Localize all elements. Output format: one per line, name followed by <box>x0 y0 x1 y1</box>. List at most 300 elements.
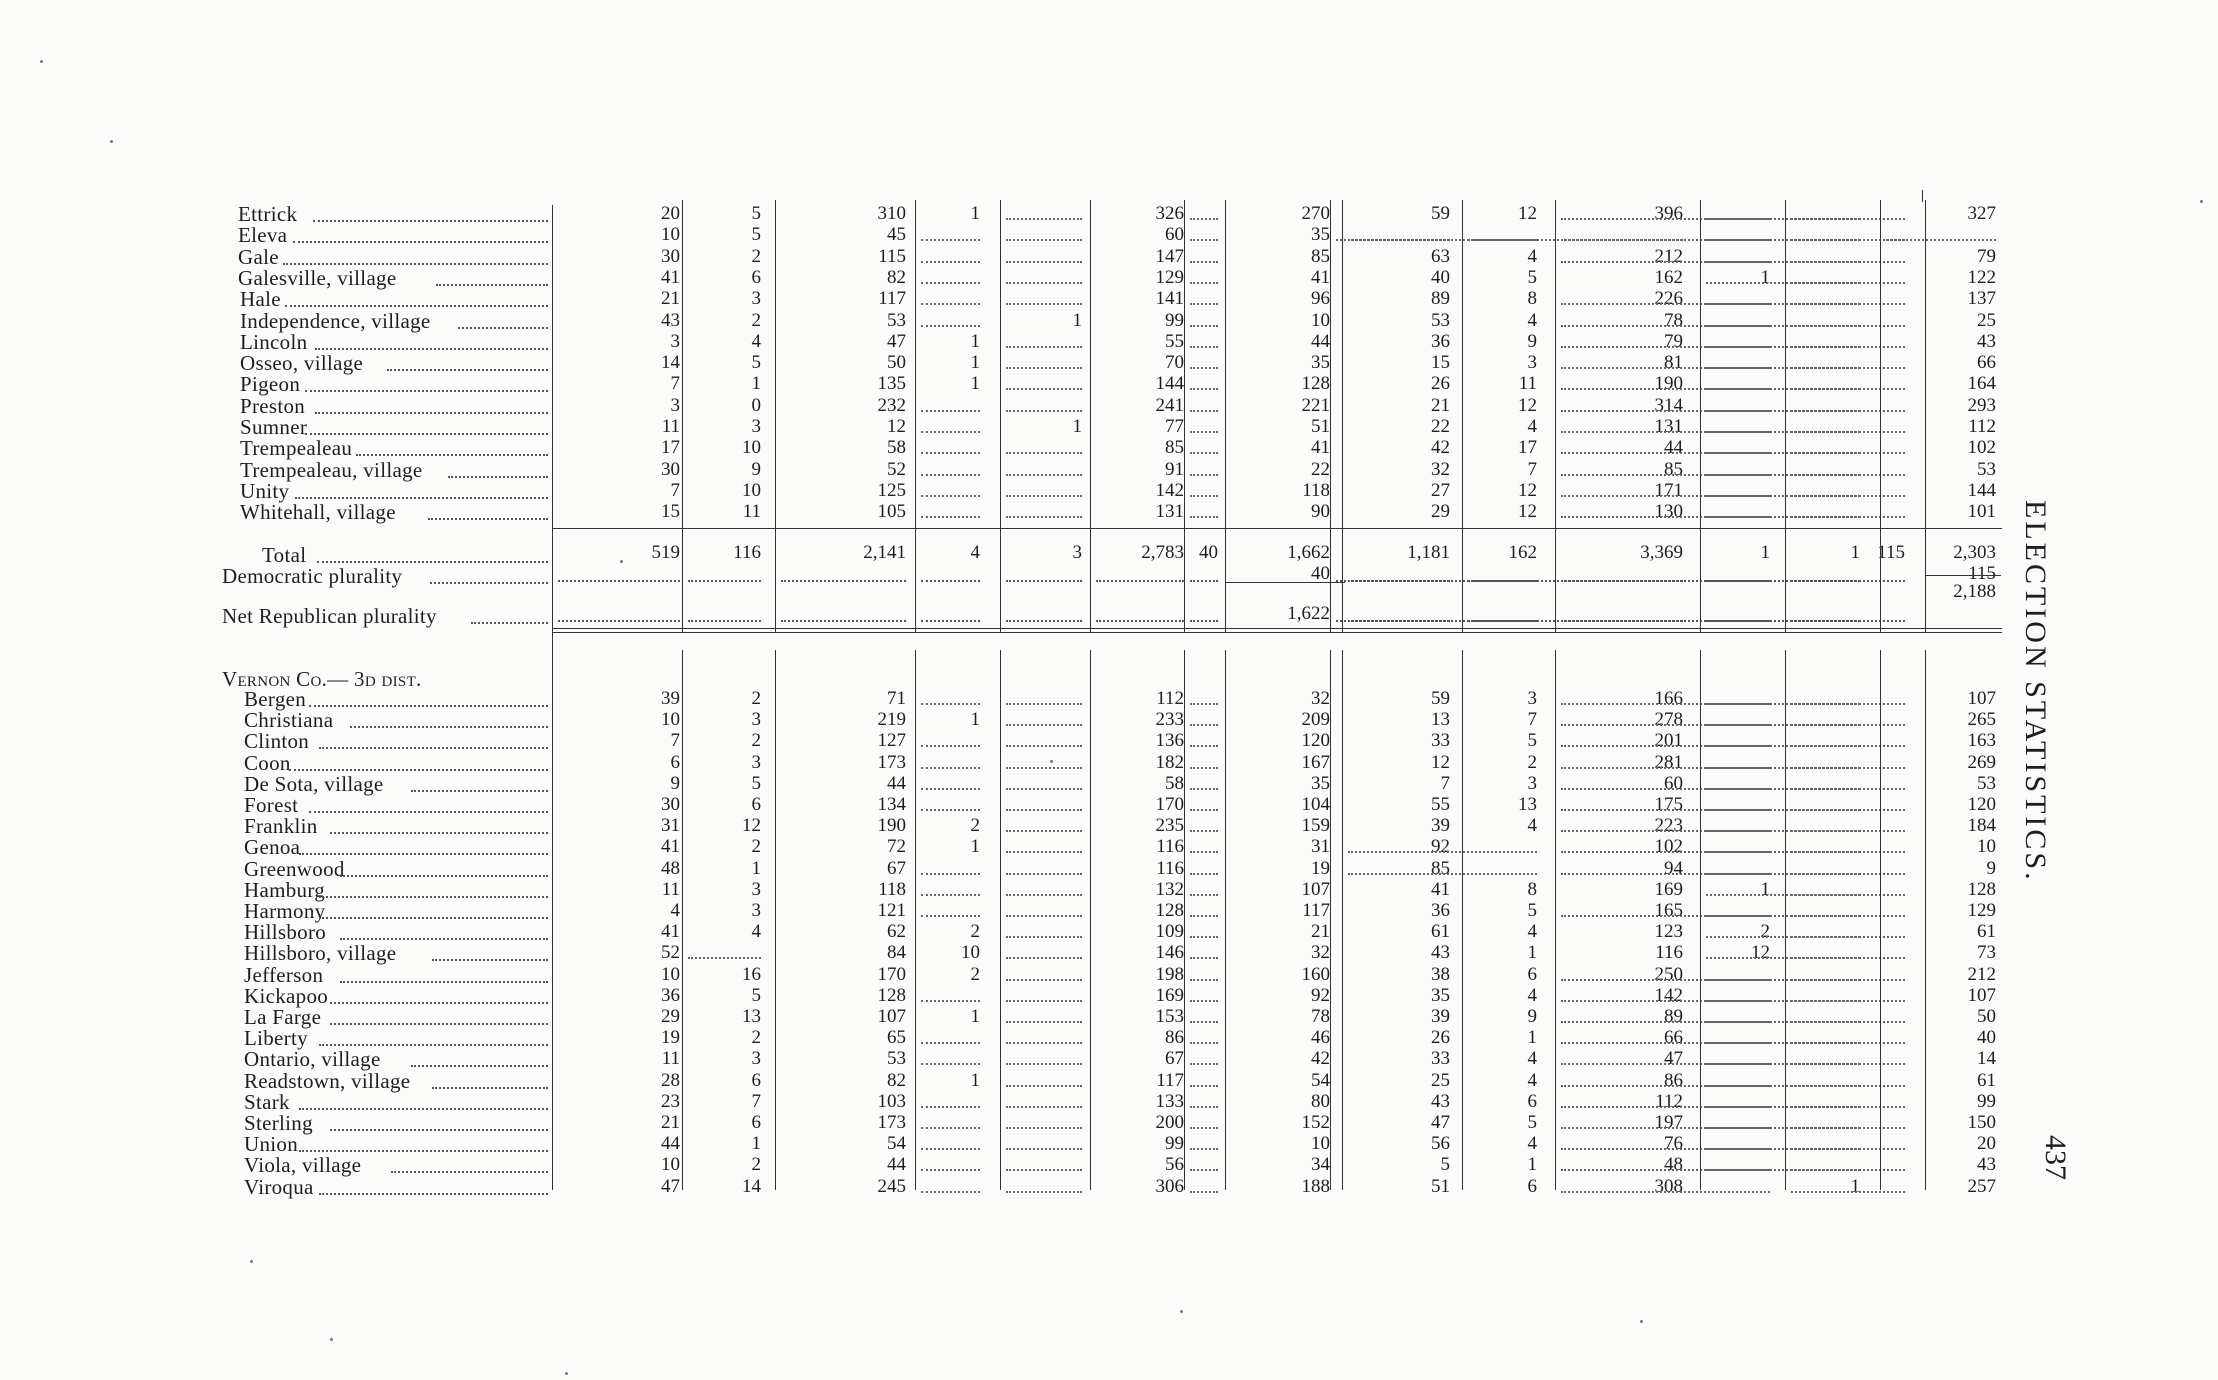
table-cell: 40 <box>1977 1027 1996 1049</box>
table-cell: 54 <box>887 1133 906 1155</box>
table-cell: 56 <box>1431 1133 1450 1155</box>
table-cell: 142 <box>1155 479 1184 501</box>
table-cell <box>1190 985 1218 1002</box>
table-cell: 146 <box>1155 942 1184 964</box>
table-cell: 13 <box>1518 794 1537 815</box>
table-cell <box>1006 773 1082 790</box>
table-cell: 39 <box>1431 815 1450 837</box>
table-cell: 90 <box>1311 501 1330 523</box>
table-cell: 2 <box>751 245 761 267</box>
table-cell: 1 <box>1527 1154 1537 1176</box>
table-cell: 1 <box>751 373 761 395</box>
table-cell <box>1006 688 1082 705</box>
table-cell: 153 <box>1155 1006 1184 1027</box>
table-cell: 5 <box>1527 266 1537 288</box>
table-cell <box>1006 964 1082 981</box>
table-cell <box>1190 730 1218 747</box>
table-cell <box>1791 1133 1905 1150</box>
table-cell <box>1190 752 1218 769</box>
dot-leader <box>436 284 548 286</box>
table-cell <box>1190 794 1218 811</box>
table-cell <box>1791 1091 1905 1108</box>
table-cell: 121 <box>877 900 906 921</box>
table-cell <box>1006 1154 1082 1171</box>
table-cell: 10 <box>1977 836 1996 858</box>
table-cell: 144 <box>1967 479 1996 501</box>
dot-leader <box>387 369 548 371</box>
table-cell: 137 <box>1967 288 1996 310</box>
table-cell <box>1791 459 1905 476</box>
table-cell: 41 <box>1431 878 1450 900</box>
dot-leader <box>350 726 548 728</box>
column-rule <box>1700 200 1701 632</box>
table-cell: 28 <box>661 1069 680 1091</box>
print-speck <box>1180 1310 1183 1313</box>
row-label: Unity <box>240 478 290 503</box>
table-cell: 1,662 <box>1287 542 1330 563</box>
table-cell <box>1791 709 1905 726</box>
dot-leader <box>283 263 548 265</box>
table-cell <box>1791 288 1905 305</box>
table-cell: 293 <box>1967 394 1996 416</box>
table-cell: 23 <box>661 1090 680 1112</box>
table-cell: 4 <box>1527 416 1537 437</box>
table-cell: 1 <box>1760 542 1770 563</box>
table-cell: 9 <box>1527 1006 1537 1027</box>
table-cell: 33 <box>1431 1048 1450 1070</box>
column-rule <box>682 650 683 1190</box>
column-rule <box>1225 650 1226 1190</box>
print-speck <box>1640 1320 1643 1323</box>
table-cell: 1 <box>1527 942 1537 964</box>
table-cell <box>1791 331 1905 348</box>
dot-leader <box>430 582 548 584</box>
column-rule <box>1225 200 1226 632</box>
table-cell: 198 <box>1155 963 1184 985</box>
table-cell <box>1006 730 1082 747</box>
table-cell: 43 <box>1977 330 1996 352</box>
table-cell: 6 <box>1527 1175 1537 1197</box>
table-cell: 10 <box>961 942 980 964</box>
table-cell: 35 <box>1311 352 1330 374</box>
dot-leader <box>305 390 548 392</box>
table-cell: 85 <box>1165 437 1184 459</box>
dot-leader <box>340 981 548 983</box>
table-cell: 92 <box>1311 984 1330 1006</box>
row-label: Eleva <box>238 223 288 248</box>
table-cell: 55 <box>1165 330 1184 352</box>
table-cell <box>921 1133 980 1150</box>
table-cell: 84 <box>887 942 906 964</box>
table-cell: 0 <box>751 394 761 416</box>
table-cell: 270 <box>1301 203 1330 224</box>
table-cell <box>1190 964 1218 981</box>
table-cell: 212 <box>1654 245 1683 267</box>
table-cell: 22 <box>1311 458 1330 480</box>
table-cell: 61 <box>1431 921 1450 943</box>
table-cell: 73 <box>1977 942 1996 964</box>
table-cell: 48 <box>661 857 680 879</box>
table-cell <box>1006 752 1082 769</box>
table-cell <box>1791 815 1905 832</box>
table-cell <box>1190 288 1218 305</box>
table-cell: 48 <box>1664 1154 1683 1176</box>
table-cell: 99 <box>1165 309 1184 331</box>
table-cell <box>1190 459 1218 476</box>
table-cell: 250 <box>1654 963 1683 985</box>
table-cell <box>1006 395 1082 412</box>
row-label: Greenwood <box>244 856 345 881</box>
table-cell: 3 <box>751 416 761 437</box>
table-cell: 82 <box>887 1069 906 1091</box>
dot-leader <box>317 561 548 563</box>
table-cell: 2 <box>751 309 761 331</box>
column-rule <box>1925 200 1926 632</box>
table-cell: 21 <box>661 288 680 310</box>
table-cell <box>1006 437 1082 454</box>
table-cell: 53 <box>1431 309 1450 331</box>
table-cell: 44 <box>1664 437 1683 459</box>
table-cell: 116 <box>733 542 761 563</box>
table-cell: 61 <box>1977 921 1996 943</box>
table-cell <box>921 480 980 497</box>
table-cell: 43 <box>1431 1090 1450 1112</box>
table-cell: 8 <box>1527 288 1537 310</box>
table-cell: 59 <box>1431 688 1450 709</box>
table-cell <box>1006 1133 1082 1150</box>
row-label: Gale <box>238 244 279 269</box>
table-cell <box>1006 1091 1082 1108</box>
table-cell: 14 <box>1977 1048 1996 1070</box>
print-speck <box>250 1260 253 1263</box>
table-cell: 3 <box>751 709 761 731</box>
table-cell: 41 <box>661 266 680 288</box>
print-speck <box>565 1372 568 1375</box>
dot-leader <box>295 497 548 499</box>
table-cell: 5 <box>751 772 761 794</box>
table-cell <box>1006 1176 1082 1193</box>
column-rule <box>1555 200 1556 632</box>
table-cell <box>1006 331 1082 348</box>
table-cell: 7 <box>670 479 680 501</box>
table-cell: 226 <box>1654 288 1683 310</box>
table-cell: 10 <box>661 963 680 985</box>
table-cell: 99 <box>1165 1133 1184 1155</box>
table-cell: 38 <box>1431 963 1450 985</box>
table-cell: 41 <box>661 921 680 943</box>
table-cell: 164 <box>1967 373 1996 395</box>
row-label: Pigeon <box>240 372 301 397</box>
table-cell: 4 <box>970 542 980 563</box>
table-cell: 70 <box>1165 352 1184 374</box>
table-cell: 11 <box>1518 373 1537 395</box>
table-cell: 42 <box>1311 1048 1330 1070</box>
table-cell: 200 <box>1155 1112 1184 1133</box>
table-cell: 162 <box>1508 542 1537 563</box>
table-cell <box>1791 1112 1905 1129</box>
table-cell: 61 <box>1977 1069 1996 1091</box>
empty-cell <box>558 620 680 622</box>
table-cell: 326 <box>1155 203 1184 224</box>
table-cell: 47 <box>1431 1112 1450 1133</box>
dot-leader <box>330 1129 548 1131</box>
dot-leader <box>299 1150 548 1152</box>
table-cell: 10 <box>1311 309 1330 331</box>
table-cell: 118 <box>878 878 906 900</box>
table-cell: 4 <box>1527 815 1537 837</box>
table-cell <box>1006 203 1082 220</box>
table-cell: 17 <box>1518 437 1537 459</box>
table-cell: 3 <box>1527 688 1537 709</box>
table-cell: 2 <box>970 815 980 837</box>
row-label: Ettrick <box>238 202 298 226</box>
dot-leader <box>319 747 548 749</box>
table-cell: 51 <box>1311 416 1330 437</box>
table-cell: 5 <box>1440 1154 1450 1176</box>
table-cell <box>1791 858 1905 875</box>
table-cell <box>1791 267 1905 284</box>
table-cell: 11 <box>661 416 680 437</box>
table-cell: 4 <box>1527 1048 1537 1070</box>
table-cell <box>921 1154 980 1171</box>
empty-cell <box>688 620 761 622</box>
column-rule <box>1090 650 1091 1190</box>
table-cell: 1 <box>751 1133 761 1155</box>
table-cell <box>921 985 980 1002</box>
empty-cell <box>688 580 761 582</box>
row-label: Osseo, village <box>240 351 364 376</box>
table-cell <box>921 267 980 284</box>
empty-cell <box>1190 580 1218 582</box>
table-cell: 12 <box>1431 751 1450 773</box>
table-cell: 3 <box>1527 772 1537 794</box>
table-cell: 102 <box>1654 836 1683 858</box>
row-label: Christiana <box>244 708 334 733</box>
table-cell: 12 <box>1518 203 1537 224</box>
table-cell <box>921 858 980 875</box>
table-cell: 232 <box>877 394 906 416</box>
row-label: Genoa <box>244 835 301 860</box>
table-cell: 117 <box>1302 900 1330 921</box>
table-cell: 85 <box>1431 857 1450 879</box>
table-cell: 4 <box>1527 245 1537 267</box>
table-cell: 2,783 <box>1141 542 1184 563</box>
table-cell: 12 <box>887 416 906 437</box>
table-cell <box>1006 836 1082 853</box>
table-cell: 71 <box>887 688 906 709</box>
table-cell: 152 <box>1301 1112 1330 1133</box>
table-cell <box>921 1112 980 1129</box>
table-cell: 1 <box>970 330 980 352</box>
table-cell <box>1006 459 1082 476</box>
table-cell: 92 <box>1431 836 1450 858</box>
table-cell: 30 <box>661 794 680 815</box>
table-cell: 116 <box>1655 942 1683 964</box>
table-cell <box>1791 501 1905 518</box>
table-cell: 396 <box>1654 203 1683 224</box>
table-cell: 6 <box>751 1112 761 1133</box>
empty-cell <box>1791 620 1905 622</box>
table-cell: 1 <box>1072 309 1082 331</box>
table-cell <box>921 246 980 263</box>
table-cell: 6 <box>751 266 761 288</box>
table-cell: 1 <box>1527 1027 1537 1049</box>
table-cell: 257 <box>1967 1175 1996 1197</box>
dot-leader <box>471 622 548 624</box>
table-cell: 3 <box>670 394 680 416</box>
table-cell: 81 <box>1664 352 1683 374</box>
table-cell <box>1190 688 1218 705</box>
table-cell: 35 <box>1311 772 1330 794</box>
dot-leader <box>293 241 548 243</box>
table-cell: 9 <box>1986 857 1996 879</box>
table-cell: 6 <box>751 1069 761 1091</box>
table-cell: 85 <box>1664 458 1683 480</box>
running-head: ELECTION STATISTICS. <box>2019 500 2052 883</box>
table-cell <box>921 1176 980 1193</box>
row-label: Readstown, village <box>244 1068 411 1093</box>
table-cell: 127 <box>877 730 906 752</box>
empty-cell <box>781 620 906 622</box>
table-cell: 53 <box>887 309 906 331</box>
table-cell: 7 <box>1527 709 1537 731</box>
table-cell <box>1006 1027 1082 1044</box>
table-cell: 1,181 <box>1407 542 1450 563</box>
column-rule <box>1785 200 1786 632</box>
table-cell <box>1190 1006 1218 1023</box>
row-label: Trempealeau, village <box>240 457 423 482</box>
dot-leader <box>428 518 548 520</box>
table-cell <box>921 288 980 305</box>
dot-leader <box>319 917 548 919</box>
table-cell: 21 <box>1431 394 1450 416</box>
table-cell <box>1190 501 1218 518</box>
column-rule <box>915 200 916 632</box>
table-cell: 86 <box>1664 1069 1683 1091</box>
column-rule <box>915 650 916 1190</box>
table-cell: 52 <box>887 458 906 480</box>
table-cell: 22 <box>1431 416 1450 437</box>
table-cell: 1 <box>751 857 761 879</box>
table-cell: 1 <box>970 1006 980 1027</box>
dot-leader <box>340 875 548 877</box>
table-cell: 4 <box>1527 984 1537 1006</box>
table-cell: 2,303 <box>1953 542 1996 563</box>
row-label: Liberty <box>244 1026 308 1051</box>
table-cell: 36 <box>1431 330 1450 352</box>
table-cell: 5 <box>751 984 761 1006</box>
table-cell: 41 <box>1311 437 1330 459</box>
row-label: Ontario, village <box>244 1047 381 1072</box>
row-label: Coon <box>244 750 291 775</box>
table-cell: 245 <box>877 1175 906 1197</box>
table-cell <box>1006 1112 1082 1129</box>
table-cell <box>1791 1048 1905 1065</box>
table-cell: 10 <box>742 479 761 501</box>
table-cell: 9 <box>670 772 680 794</box>
table-cell: 12 <box>1518 479 1537 501</box>
table-cell: 223 <box>1654 815 1683 837</box>
table-cell: 4 <box>670 900 680 921</box>
table-cell: 166 <box>1654 688 1683 709</box>
dot-leader <box>299 1108 548 1110</box>
table-cell: 72 <box>887 836 906 858</box>
column-rule <box>1330 200 1331 632</box>
table-cell: 7 <box>1527 458 1537 480</box>
table-cell: 314 <box>1654 394 1683 416</box>
table-cell <box>1190 480 1218 497</box>
column-rule <box>1330 650 1331 1190</box>
table-cell: 112 <box>1655 1090 1683 1112</box>
table-cell <box>1190 1027 1218 1044</box>
table-cell: 39 <box>1431 1006 1450 1027</box>
dot-leader <box>432 959 548 961</box>
table-cell: 53 <box>887 1048 906 1070</box>
table-cell: 182 <box>1155 751 1184 773</box>
table-cell: 212 <box>1967 963 1996 985</box>
table-cell: 128 <box>1301 373 1330 395</box>
table-cell <box>1006 246 1082 263</box>
table-cell <box>1190 1176 1218 1193</box>
dot-leader <box>315 348 548 350</box>
table-cell: 54 <box>1311 1069 1330 1091</box>
dot-leader <box>356 454 548 456</box>
column-rule <box>682 200 683 632</box>
dot-leader <box>340 938 548 940</box>
table-cell <box>1791 964 1905 981</box>
table-cell: 173 <box>877 751 906 773</box>
table-cell <box>1006 352 1082 369</box>
table-cell: 4 <box>751 921 761 943</box>
row-label: Total <box>262 543 307 567</box>
table-cell: 11 <box>742 501 761 523</box>
table-cell: 310 <box>877 203 906 224</box>
table-cell <box>921 688 980 705</box>
table-cell: 169 <box>1155 984 1184 1006</box>
table-cell <box>1190 373 1218 390</box>
table-cell: 63 <box>1431 245 1450 267</box>
table-cell: 62 <box>887 921 906 943</box>
table-cell <box>1006 288 1082 305</box>
table-cell: 41 <box>1311 266 1330 288</box>
table-cell <box>1791 773 1905 790</box>
table-cell: 129 <box>1967 900 1996 921</box>
row-label: Forest <box>244 793 299 817</box>
row-label: Hamburg <box>244 877 326 902</box>
table-cell <box>1006 1048 1082 1065</box>
plurality-rule <box>1925 575 2001 576</box>
table-cell: 175 <box>1654 794 1683 815</box>
table-cell: 107 <box>877 1006 906 1027</box>
table-cell: 8 <box>1527 878 1537 900</box>
table-cell: 4 <box>1527 1133 1537 1155</box>
table-cell: 12 <box>1518 501 1537 523</box>
table-cell: 85 <box>1311 245 1330 267</box>
table-cell <box>1006 985 1082 1002</box>
table-cell: 2 <box>970 963 980 985</box>
table-cell: 265 <box>1967 709 1996 731</box>
table-cell: 15 <box>1431 352 1450 374</box>
row-label: De Sota, village <box>244 771 384 796</box>
table-cell: 101 <box>1967 501 1996 523</box>
row-label: Stark <box>244 1089 290 1114</box>
table-cell: 96 <box>1311 288 1330 310</box>
table-cell: 269 <box>1967 751 1996 773</box>
table-cell <box>921 459 980 476</box>
table-cell <box>1791 1006 1905 1023</box>
table-cell <box>1348 836 1537 853</box>
table-cell: 47 <box>661 1175 680 1197</box>
